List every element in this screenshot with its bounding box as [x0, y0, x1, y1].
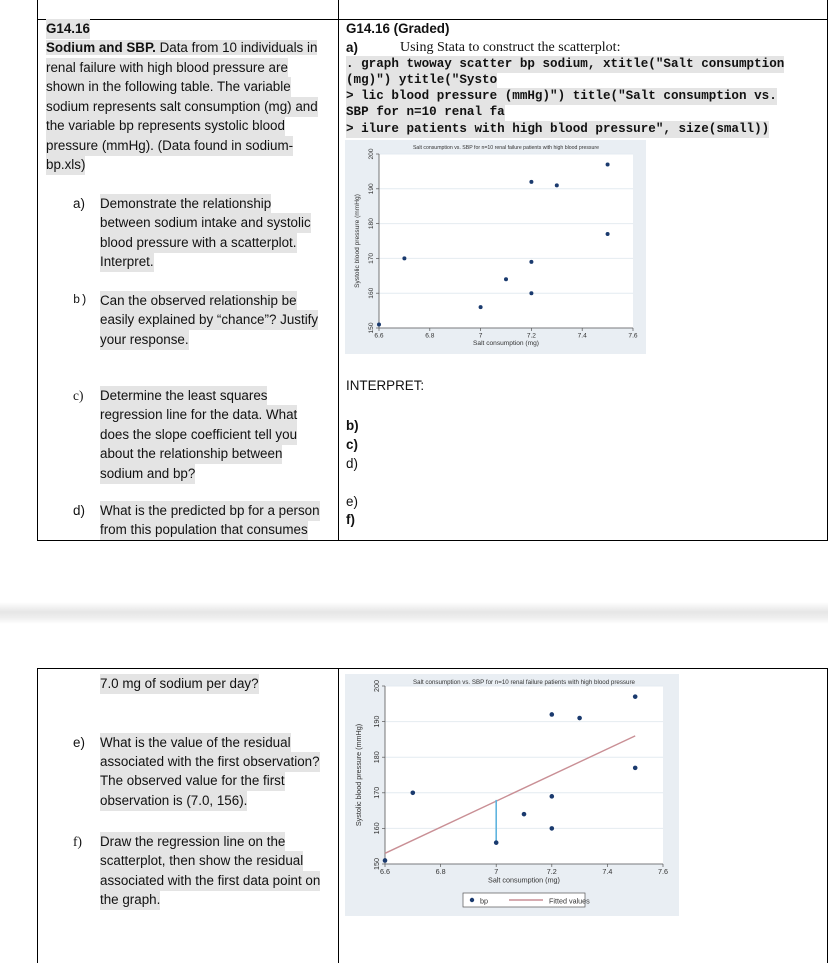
data-point — [577, 716, 582, 721]
data-point — [383, 858, 388, 863]
regression-plot-chart — [345, 674, 679, 916]
item-text-line: regression line for the data. What — [100, 405, 297, 425]
plot-area — [385, 686, 663, 864]
x-tick-label: 7 — [494, 867, 499, 877]
problem-intro-line: pressure (mmHg). (Data found in sodium- — [46, 136, 293, 156]
table-left-border — [37, 0, 38, 541]
y-tick-label: 200 — [368, 148, 375, 160]
data-point — [550, 794, 555, 799]
x-tick-label: 7 — [478, 332, 483, 340]
item-text-line: associated with the first observation? — [100, 752, 320, 772]
part-a-text: Using Stata to construct the scatterplot: — [400, 40, 621, 55]
x-tick-label: 7.4 — [602, 867, 613, 877]
y-tick-label: 170 — [368, 252, 375, 264]
item-label: b) — [73, 293, 88, 307]
problem-intro-title: Sodium and SBP. — [46, 40, 156, 55]
x-axis-title: Salt consumption (mg) — [488, 875, 560, 885]
chart-title: Salt consumption vs. SBP for n=10 renal failure patients with high blood pressure — [413, 679, 635, 686]
stata-code-line: > lic blood pressure (mmHg)") title("Salt consumption vs. — [346, 89, 777, 103]
x-tick-label: 6.6 — [374, 332, 384, 340]
worksheet-page-2 — [0, 668, 828, 963]
data-point — [606, 162, 610, 166]
item-label: d) — [73, 503, 85, 518]
item-text-line: between sodium intake and systolic — [100, 213, 311, 233]
problem-intro-line: shown in the following table. The variable — [46, 77, 291, 97]
item-text-line: Draw the regression line on the — [100, 832, 285, 852]
item-text-line: blood pressure with a scatterplot. — [100, 233, 297, 253]
item-text-line: easily explained by “chance”? Justify — [100, 310, 318, 330]
answer-label-d: d) — [346, 456, 358, 471]
data-point — [633, 766, 638, 771]
item-text-line: scatterplot, then show the residual — [100, 851, 303, 871]
item-label: e) — [73, 735, 85, 750]
problem-intro-line: the variable bp represents systolic blood — [46, 116, 285, 136]
data-point — [522, 812, 527, 817]
answer-label-f: f) — [346, 512, 355, 527]
item-text-line: associated with the first data point on — [100, 871, 320, 891]
y-tick-label: 180 — [372, 751, 381, 764]
x-axis-title: Salt consumption (mg) — [473, 340, 539, 348]
data-point — [504, 277, 508, 281]
y-tick-label: 160 — [372, 822, 381, 835]
plot-area — [379, 154, 633, 328]
data-point — [377, 323, 381, 327]
regression-plot-panel — [345, 674, 679, 916]
answer-label-c: c) — [346, 437, 358, 452]
item-label: a) — [73, 196, 85, 211]
scatterplot-chart — [345, 140, 646, 354]
item-text-line: What is the value of the residual — [100, 733, 291, 753]
y-tick-label: 150 — [372, 858, 381, 870]
problem-id: G14.16 — [46, 19, 90, 39]
data-point — [555, 183, 559, 187]
table-column-divider — [338, 668, 339, 963]
stata-code-line: . graph twoway scatter bp sodium, xtitle("Salt consumption — [346, 57, 785, 71]
legend-marker-bp — [470, 898, 474, 902]
answer-label-e: e) — [346, 494, 358, 509]
x-tick-label: 7.4 — [577, 332, 587, 340]
item-text-line: Can the observed relationship be — [100, 291, 297, 311]
x-tick-label: 6.6 — [380, 867, 390, 877]
table-bottom-border — [37, 540, 828, 541]
data-point — [606, 232, 610, 236]
problem-intro-line: sodium represents salt consumption (mg) and — [46, 97, 318, 117]
item-text-line: the graph. — [100, 890, 160, 910]
data-point — [411, 791, 416, 796]
y-tick-label: 200 — [372, 680, 381, 692]
x-tick-label: 7.2 — [526, 332, 536, 340]
data-point — [529, 260, 533, 264]
item-text-line: Interpret. — [100, 252, 154, 272]
y-tick-label: 150 — [368, 322, 375, 334]
data-point — [529, 291, 533, 295]
y-tick-label: 190 — [372, 715, 381, 728]
y-axis-title: Systolic blood pressure (mmHg) — [354, 723, 363, 827]
stata-code-line: SBP for n=10 renal fa — [346, 105, 505, 119]
problem-intro-line: renal failure with high blood pressure are — [46, 58, 288, 78]
table-column-divider — [338, 0, 339, 541]
data-point — [402, 256, 406, 260]
y-tick-label: 170 — [372, 786, 381, 799]
problem-intro-line: bp.xls) — [46, 155, 85, 175]
item-text-line: The observed value for the first — [100, 771, 285, 791]
chart-title: Salt consumption vs. SBP for n=10 renal failure patients with high blood pressure — [412, 145, 600, 151]
x-tick-label: 6.8 — [435, 867, 446, 877]
problem-intro-line — [46, 38, 317, 58]
legend-label-fitted: Fitted values — [549, 896, 590, 906]
item-label: f) — [73, 834, 82, 849]
item-text-line: Demonstrate the relationship — [100, 194, 271, 214]
part-a-label: a) — [346, 40, 358, 55]
x-tick-label: 6.8 — [425, 332, 435, 340]
answer-title: G14.16 (Graded) — [346, 21, 450, 36]
item-text-line: about the relationship between — [100, 444, 282, 464]
x-tick-label: 7.6 — [628, 332, 638, 340]
scatterplot-panel — [345, 140, 646, 354]
y-tick-label: 180 — [368, 218, 375, 230]
table-left-border — [37, 668, 38, 963]
y-tick-label: 190 — [368, 183, 375, 195]
x-tick-label: 7.6 — [658, 867, 668, 877]
answer-label-b: b) — [346, 418, 359, 433]
data-point — [529, 180, 533, 184]
data-point — [550, 826, 555, 831]
stata-code-line: > ilure patients with high blood pressure", size(small)) — [346, 122, 770, 136]
item-text-line: observation is (7.0, 156). — [100, 791, 247, 811]
item-text-line: does the slope coefficient tell you — [100, 425, 297, 445]
page-gap-divider — [0, 602, 828, 624]
data-point — [550, 712, 555, 717]
legend-label-bp: bp — [480, 896, 488, 906]
item-text-line: from this population that consumes — [100, 520, 308, 540]
item-text-line: sodium and bp? — [100, 464, 195, 484]
problem-intro-text: Data from 10 individuals in — [155, 40, 318, 55]
y-axis-title: Systolic blood pressure (mmHg) — [354, 194, 361, 288]
item-label: c) — [73, 388, 84, 403]
data-point — [494, 840, 499, 845]
x-tick-label: 7.2 — [546, 867, 557, 877]
item-text-line: Determine the least squares — [100, 386, 267, 406]
data-point — [633, 694, 638, 699]
item-d-continuation: 7.0 mg of sodium per day? — [100, 674, 259, 694]
stata-code-line: (mg)") ytitle("Systo — [346, 73, 498, 87]
table-top-border — [37, 668, 828, 669]
y-tick-label: 160 — [368, 287, 375, 299]
item-text-line: What is the predicted bp for a person — [100, 501, 320, 521]
item-text-line: your response. — [100, 330, 189, 350]
data-point — [479, 305, 483, 309]
interpret-label: INTERPRET: — [346, 378, 425, 393]
